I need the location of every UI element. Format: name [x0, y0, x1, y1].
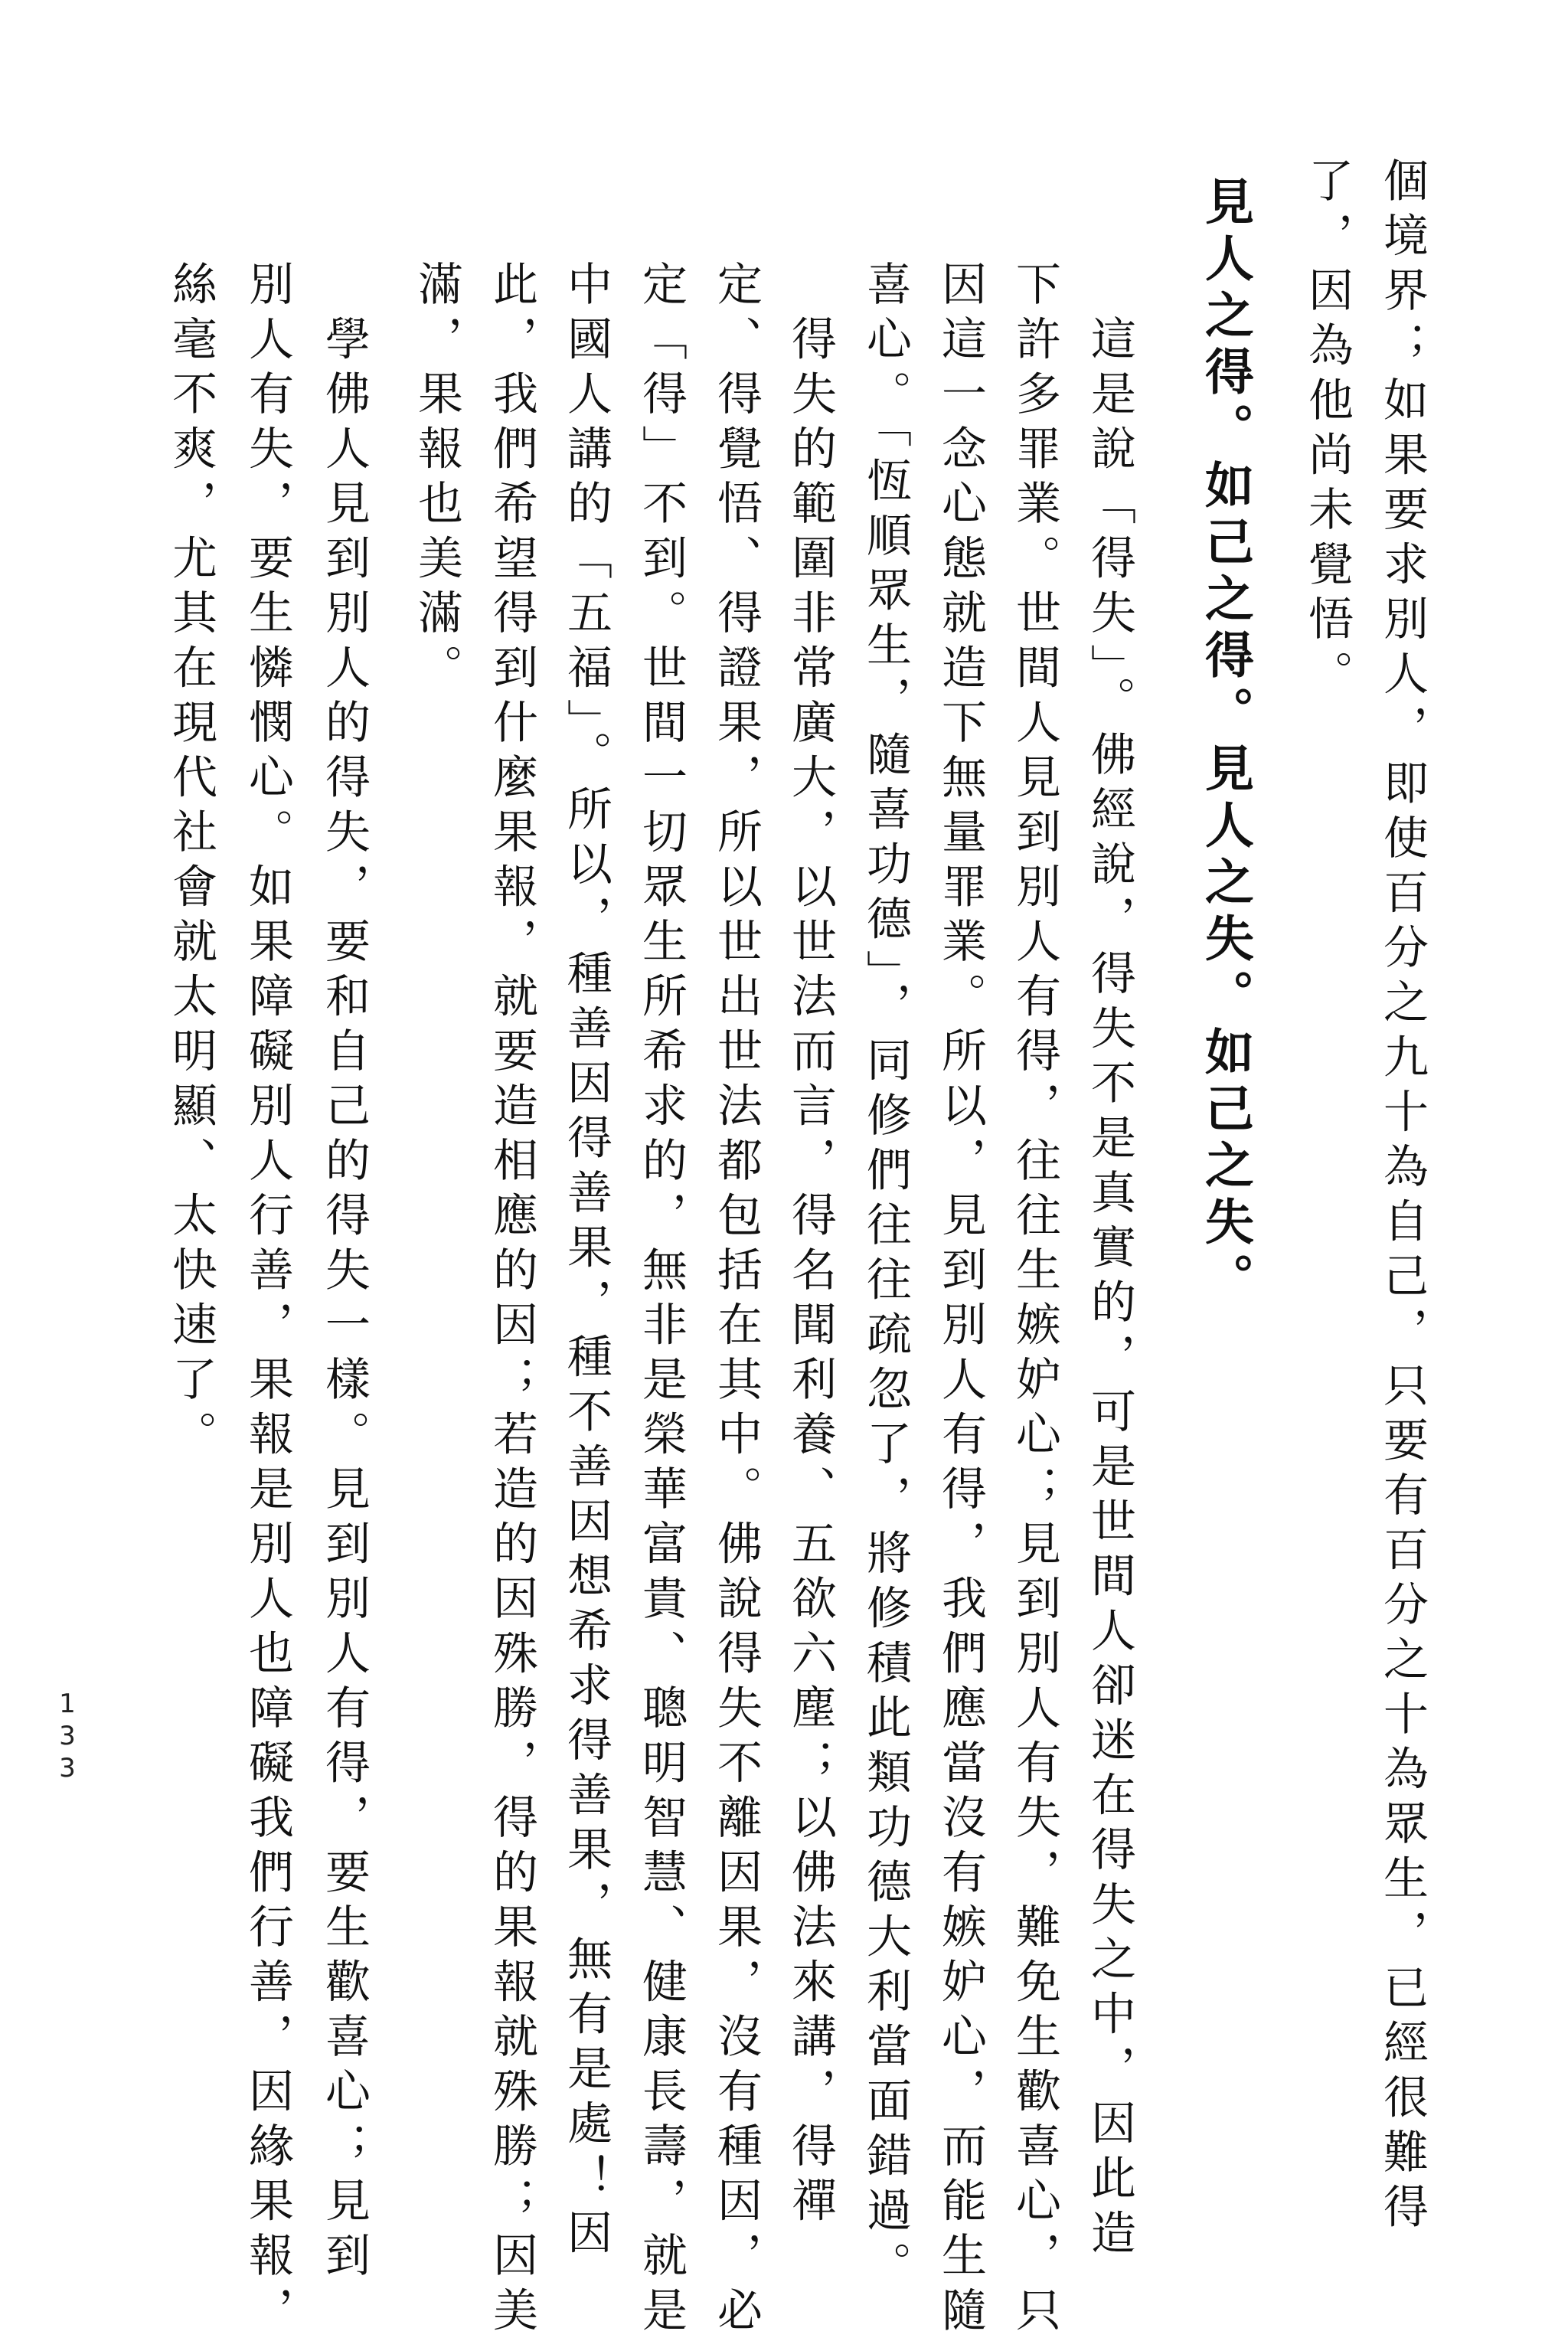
section-heading: 見人之得。如己之得。見人之失。如己之失。 [1197, 176, 1253, 1309]
text-column-14: 別人有失，要生憐憫心。如果障礙別人行善，果報是別人也障礙我們行善，因緣果報， [241, 260, 294, 2341]
text-column-6: 喜心。「恆順眾生，隨喜功德」，同修們往往疏忽了，將修積此類功德大利當面錯過。 [859, 260, 912, 2296]
text-column-12: 滿，果報也美滿。 [410, 260, 463, 698]
text-column-8: 定、得覺悟、得證果，所以世出世法都包括在其中。佛說得失不離因果，沒有種因，必 [710, 260, 763, 2341]
text-column-4: 下許多罪業。世間人見到別人有得，往往生嫉妒心；見到別人有失，難免生歡喜心，只 [1008, 260, 1061, 2341]
page-number: 133 [52, 1689, 83, 1785]
text-column-7: 得失的範圍非常廣大，以世法而言，得名聞利養、五欲六塵；以佛法來講，得禪 [784, 260, 837, 2231]
text-column-5: 因這一念心態就造下無量罪業。所以，見到別人有得，我們應當沒有嫉妒心，而能生隨 [934, 260, 987, 2341]
text-column-15: 絲毫不爽，尤其在現代社會就太明顯、太快速了。 [165, 260, 217, 1465]
text-column-9: 定「得」不到。世間一切眾生所希求的，無非是榮華富貴、聰明智慧、健康長壽，就是 [635, 260, 688, 2341]
text-column-2: 了，因為他尚未覺悟。 [1301, 157, 1354, 705]
text-column-11: 此，我們希望得到什麼果報，就要造相應的因；若造的因殊勝，得的果報就殊勝；因美 [485, 260, 538, 2341]
text-column-1: 個境界；如果要求別人，即使百分之九十為自己，只要有百分之十為眾生，已經很難得 [1376, 157, 1429, 2238]
text-column-10: 中國人講的「五福」。所以，種善因得善果，種不善因想希求得善果，無有是處！因 [560, 260, 612, 2264]
text-column-3: 這是說「得失」。佛經說，得失不是真實的，可是世間人卻迷在得失之中，因此造 [1083, 260, 1136, 2264]
text-column-13: 學佛人見到別人的得失，要和自己的得失一樣。見到別人有得，要生歡喜心；見到 [318, 260, 371, 2287]
